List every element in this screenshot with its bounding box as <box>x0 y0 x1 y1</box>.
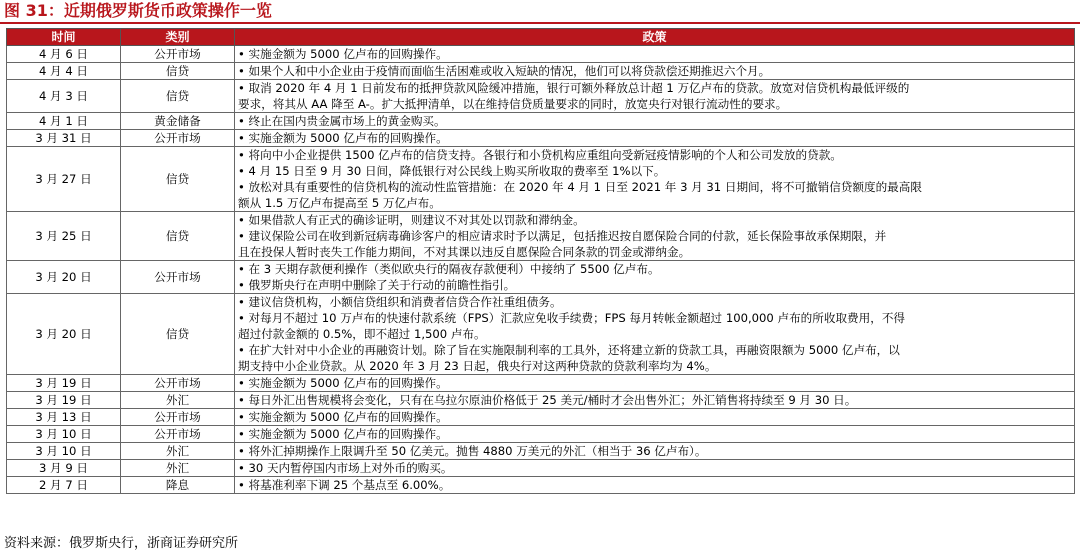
source-note: 资料来源：俄罗斯央行，浙商证券研究所 <box>4 536 239 551</box>
cell-date: 4 月 6 日 <box>7 46 121 63</box>
policy-line: • 30 天内暂停国内市场上对外币的购买。 <box>238 461 453 475</box>
table-row <box>7 426 1075 443</box>
cell-policy <box>235 261 1075 294</box>
cell-category: 公开市场 <box>121 409 235 426</box>
cell-date: 3 月 20 日 <box>7 261 121 294</box>
policy-line: • 4 月 15 日至 9 月 30 日间，降低银行对公民线上购买所收取的费率至 1%以下。 <box>238 164 666 178</box>
cell-policy <box>235 426 1075 443</box>
table-header-row <box>7 29 1075 46</box>
cell-category: 降息 <box>121 477 235 494</box>
cell-policy <box>235 63 1075 80</box>
policy-line: • 实施金额为 5000 亿卢布的回购操作。 <box>238 131 448 145</box>
policy-line: • 实施金额为 5000 亿卢布的回购操作。 <box>238 410 448 424</box>
policy-line: • 取消 2020 年 4 月 1 日前发布的抵押贷款风险缓冲措施，银行可额外释放总计超 1 万亿卢布的贷款。放宽对信贷机构最低评级的 <box>238 81 910 95</box>
cell-policy <box>235 294 1075 375</box>
policy-line: • 对每月不超过 10 万卢布的快速付款系统（FPS）汇款应免收手续费；FPS 每月转帐金额超过 100,000 卢布的所收取费用，不得 <box>238 311 906 325</box>
cell-date: 4 月 3 日 <box>7 80 121 113</box>
table-row <box>7 261 1075 294</box>
cell-category: 外汇 <box>121 392 235 409</box>
table-row <box>7 375 1075 392</box>
policy-line: • 实施金额为 5000 亿卢布的回购操作。 <box>238 427 448 441</box>
table-row <box>7 294 1075 375</box>
policy-line: • 俄罗斯央行在声明中删除了关于行动的前瞻性指引。 <box>238 278 516 292</box>
cell-policy <box>235 80 1075 113</box>
table-row <box>7 113 1075 130</box>
header-date: 时间 <box>7 29 121 46</box>
cell-category: 公开市场 <box>121 375 235 392</box>
table-row <box>7 409 1075 426</box>
figure-title: 图 31：近期俄罗斯货币政策操作一览 <box>4 1 272 20</box>
cell-policy <box>235 212 1075 261</box>
figure-title-bar <box>0 0 1080 24</box>
cell-policy <box>235 113 1075 130</box>
cell-date: 4 月 4 日 <box>7 63 121 80</box>
policy-line: 超过付款金额的 0.5%，即不超过 1,500 卢布。 <box>238 327 486 341</box>
cell-date: 3 月 31 日 <box>7 130 121 147</box>
policy-line: • 建议信贷机构，小额信贷组织和消费者信贷合作社重组债务。 <box>238 295 562 309</box>
policy-table <box>6 28 1075 494</box>
cell-policy <box>235 130 1075 147</box>
cell-date: 3 月 25 日 <box>7 212 121 261</box>
policy-line: 额从 1.5 万亿卢布提高至 5 万亿卢布。 <box>238 196 441 210</box>
cell-date: 3 月 20 日 <box>7 294 121 375</box>
policy-line: • 将外汇掉期操作上限调升至 50 亿美元。抛售 4880 万美元的外汇（相当于 36 亿卢布）。 <box>238 444 707 458</box>
policy-line: • 每日外汇出售规模将会变化，只有在乌拉尔原油价格低于 25 美元/桶时才会出售外汇；外汇销售将持续至 9 月 30 日。 <box>238 393 857 407</box>
cell-category: 信贷 <box>121 63 235 80</box>
cell-category: 信贷 <box>121 80 235 113</box>
header-policy: 政策 <box>235 29 1075 46</box>
cell-date: 3 月 27 日 <box>7 147 121 212</box>
cell-date: 2 月 7 日 <box>7 477 121 494</box>
cell-policy <box>235 443 1075 460</box>
cell-category: 黄金储备 <box>121 113 235 130</box>
cell-category: 公开市场 <box>121 46 235 63</box>
cell-policy <box>235 375 1075 392</box>
policy-line: 要求，将其从 AA 降至 A-。扩大抵押清单，以在维持信贷质量要求的同时，放宽央行对银行流动性的要求。 <box>238 97 788 111</box>
table-row <box>7 130 1075 147</box>
cell-date: 3 月 10 日 <box>7 443 121 460</box>
cell-category: 外汇 <box>121 460 235 477</box>
policy-line: • 实施金额为 5000 亿卢布的回购操作。 <box>238 376 448 390</box>
policy-line: • 如果借款人有正式的确诊证明，则建议不对其处以罚款和滞纳金。 <box>238 213 585 227</box>
cell-date: 3 月 9 日 <box>7 460 121 477</box>
cell-category: 外汇 <box>121 443 235 460</box>
cell-category: 公开市场 <box>121 261 235 294</box>
cell-category: 信贷 <box>121 294 235 375</box>
policy-line: • 放松对具有重要性的信贷机构的流动性监管措施：在 2020 年 4 月 1 日至 2021 年 3 月 31 日期间，将不可撤销信贷额度的最高限 <box>238 180 922 194</box>
cell-policy <box>235 460 1075 477</box>
table-row <box>7 443 1075 460</box>
table-row <box>7 392 1075 409</box>
table-row <box>7 46 1075 63</box>
cell-policy <box>235 392 1075 409</box>
cell-category: 公开市场 <box>121 426 235 443</box>
cell-policy <box>235 46 1075 63</box>
table-row <box>7 147 1075 212</box>
policy-line: • 如果个人和中小企业由于疫情而面临生活困难或收入短缺的情况，他们可以将贷款偿还期推迟六个月。 <box>238 64 771 78</box>
policy-line: • 将基准利率下调 25 个基点至 6.00%。 <box>238 478 451 492</box>
cell-date: 3 月 10 日 <box>7 426 121 443</box>
cell-date: 3 月 19 日 <box>7 375 121 392</box>
table-row <box>7 460 1075 477</box>
policy-line: • 终止在国内贵金属市场上的黄金购买。 <box>238 114 446 128</box>
table-row <box>7 63 1075 80</box>
header-category: 类别 <box>121 29 235 46</box>
cell-category: 信贷 <box>121 147 235 212</box>
policy-line: 期支持中小企业贷款。从 2020 年 3 月 23 日起，俄央行对这两种贷款的贷款利率均为 4%。 <box>238 359 717 373</box>
policy-line: • 在扩大针对中小企业的再融资计划。除了旨在实施限制利率的工具外，还将建立新的贷款工具，再融资限额为 5000 亿卢布，以 <box>238 343 900 357</box>
policy-line: • 在 3 天期存款便利操作（类似欧央行的隔夜存款便利）中接纳了 5500 亿卢布。 <box>238 262 660 276</box>
cell-policy <box>235 477 1075 494</box>
cell-date: 4 月 1 日 <box>7 113 121 130</box>
table-body <box>7 46 1075 494</box>
cell-date: 3 月 19 日 <box>7 392 121 409</box>
policy-line: • 建议保险公司在收到新冠病毒确诊客户的相应请求时予以满足，包括推迟按自愿保险合同的付款，延长保险事故承保期限，并 <box>238 229 887 243</box>
policy-line: 且在投保人暂时丧失工作能力期间，不对其课以违反自愿保险合同条款的罚金或滞纳金。 <box>238 245 691 259</box>
table-row <box>7 212 1075 261</box>
policy-line: • 将向中小企业提供 1500 亿卢布的信贷支持。各银行和小贷机构应重组向受新冠疫情影响的个人和公司发放的贷款。 <box>238 148 842 162</box>
policy-line: • 实施金额为 5000 亿卢布的回购操作。 <box>238 47 448 61</box>
table-row <box>7 80 1075 113</box>
cell-category: 公开市场 <box>121 130 235 147</box>
cell-policy <box>235 409 1075 426</box>
cell-date: 3 月 13 日 <box>7 409 121 426</box>
cell-policy <box>235 147 1075 212</box>
table-row <box>7 477 1075 494</box>
cell-category: 信贷 <box>121 212 235 261</box>
